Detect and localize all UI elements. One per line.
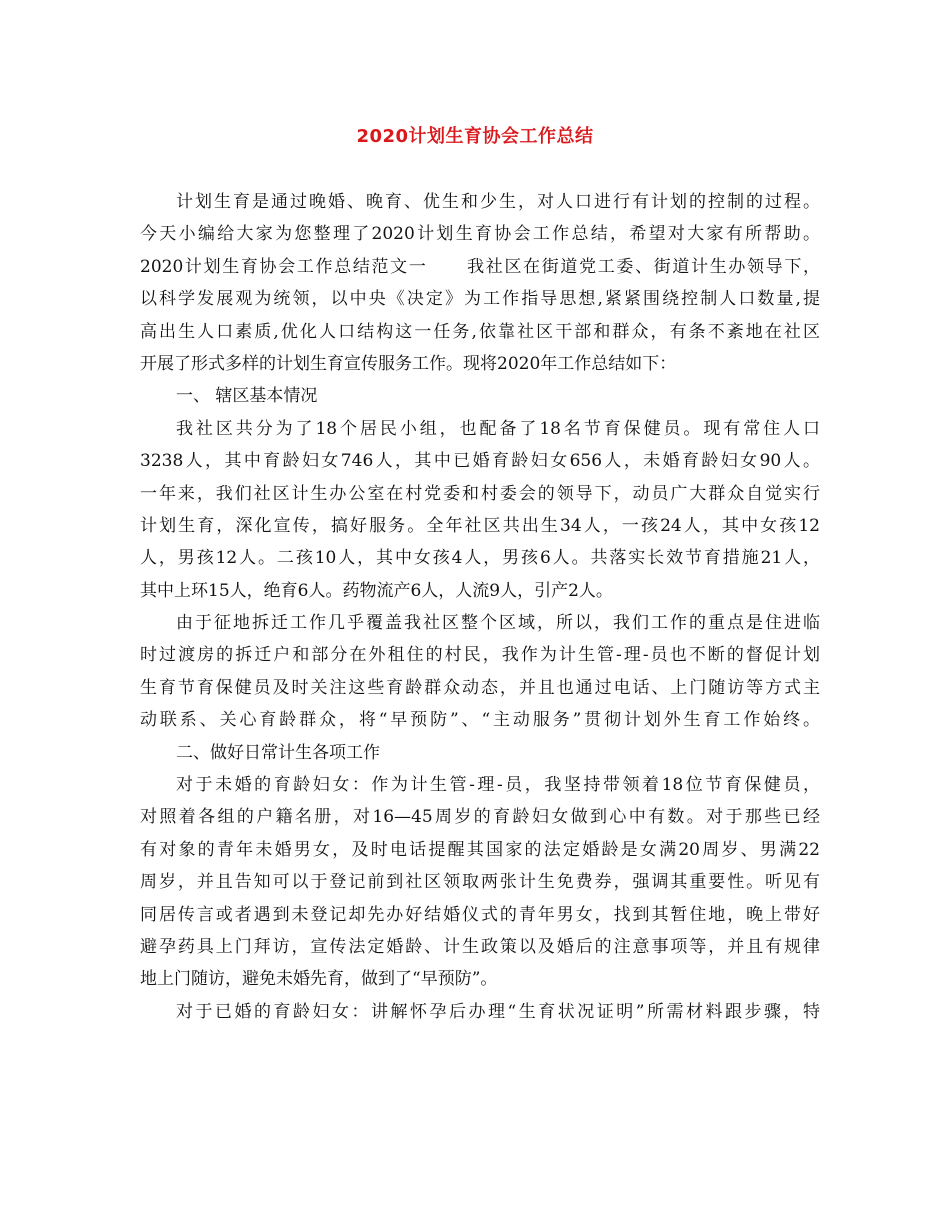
text-line: 对于未婚的育龄妇女：作为计生管-理-员，我坚持带领着18位节育保健员， [176,775,820,796]
text-line: 3238人，其中育龄妇女746人，其中已婚育龄妇女656人，未婚育龄妇女90人。 [140,451,820,472]
text-line-composite [140,251,820,283]
text-line: 以科学发展观为统领，以中央《决定》为工作指导思想,紧紧围绕控制人口数量,提 [140,289,820,310]
text-line: 周岁，并且告知可以于登记前到社区领取两张计生免费券，强调其重要性。听见有 [140,872,820,893]
text-line: 对照着各组的户籍名册，对16—45周岁的育龄妇女做到心中有数。对于那些已经 [140,807,820,828]
text-segment: 我社区在街道党工委、街道计生办领导下， [465,256,820,277]
text-line: 开展了形式多样的计划生育宣传服务工作。现将2020年工作总结如下： [140,353,677,374]
text-line: 避孕药具上门拜访，宣传法定婚龄、计生政策以及婚后的注意事项等，并且有规律 [140,936,820,957]
section-heading: 一、 辖区基本情况 [176,386,318,407]
text-line: 生育节育保健员及时关注这些育龄群众动态，并且也通过电话、上门随访等方式主 [140,677,820,698]
text-line: 动联系、关心育龄群众，将“早预防”、“主动服务”贯彻计划外生育工作始终。 [140,710,820,731]
section-heading: 二、做好日常计生各项工作 [176,742,380,763]
document-title: 2020计划生育协会工作总结 [356,126,594,147]
text-line: 一年来，我们社区计生办公室在村党委和村委会的领导下，动员广大群众自觉实行 [140,483,820,504]
text-line: 其中上环15人，绝育6人。药物流产6人，人流9人，引产2人。 [140,580,613,601]
text-line: 地上门随访，避免未婚先育，做到了“早预防”。 [140,969,498,990]
text-line: 有对象的青年未婚男女，及时电话提醒其国家的法定婚龄是女满20周岁、男满22 [140,839,820,860]
document-body [140,186,820,1028]
text-line: 同居传言或者遇到未登记却先办好结婚仪式的青年男女，找到其暂住地，晚上带好 [140,904,820,925]
text-line: 对于已婚的育龄妇女：讲解怀孕后办理“生育状况证明”所需材料跟步骤，特 [176,1001,820,1022]
text-line: 计划生育是通过晚婚、晚育、优生和少生，对人口进行有计划的控制的过程。 [176,192,820,212]
section-heading: 2020计划生育协会工作总结范文一 [140,256,428,277]
text-line: 人，男孩12人。二孩10人，其中女孩4人，男孩6人。共落实长效节育措施21人， [140,548,820,569]
text-line: 高出生人口素质,优化人口结构这一任务,依靠社区干部和群众，有条不紊地在社区 [140,321,820,342]
text-line: 由于征地拆迁工作几乎覆盖我社区整个区域，所以，我们工作的重点是住进临 [176,613,820,634]
text-line: 时过渡房的拆迁户和部分在外租住的村民，我作为计生管-理-员也不断的督促计划 [140,645,820,666]
text-line: 计划生育，深化宣传，搞好服务。全年社区共出生34人，一孩24人，其中女孩12 [140,515,820,536]
text-line: 我社区共分为了18个居民小组，也配备了18名节育保健员。现有常住人口 [176,418,820,439]
text-line: 今天小编给大家为您整理了2020计划生育协会工作总结，希望对大家有所帮助。 [140,224,820,245]
